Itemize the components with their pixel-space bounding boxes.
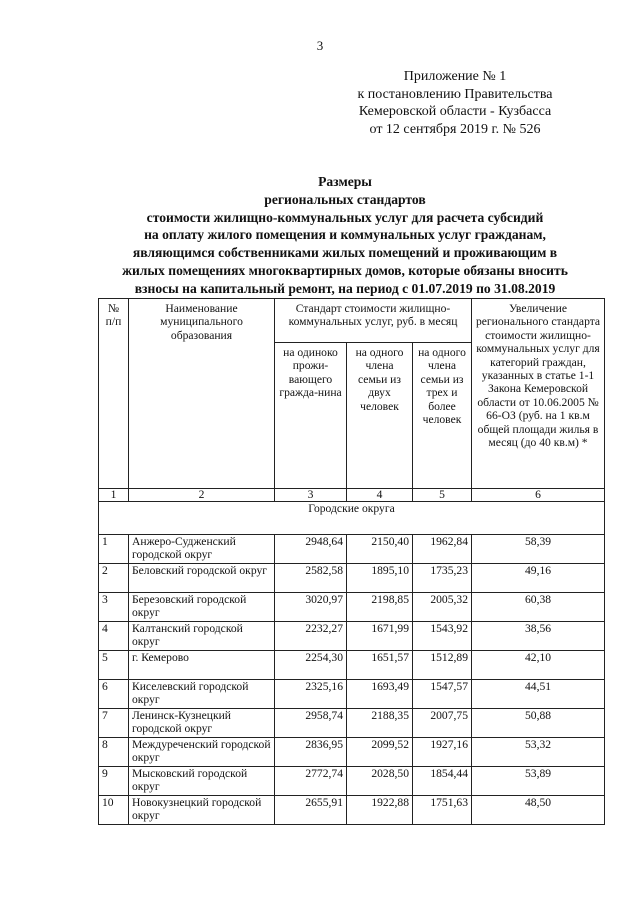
column-number: 1	[99, 489, 129, 502]
row-number: 4	[99, 622, 129, 651]
table-row	[99, 622, 605, 651]
table-row	[99, 651, 605, 680]
column-number: 6	[472, 489, 605, 502]
column-number: 5	[413, 489, 472, 502]
title-line: региональных стандартов	[264, 191, 426, 207]
column-number: 2	[129, 489, 275, 502]
section-title: Городские округа	[99, 502, 605, 535]
header-num: № п/п	[99, 299, 129, 489]
row-number: 9	[99, 767, 129, 796]
table-header-row	[99, 299, 605, 343]
value-single: 2232,27	[275, 622, 347, 651]
table-row	[99, 564, 605, 593]
title-line: стоимости жилищно-коммунальных услуг для расчета субсидий	[146, 209, 544, 225]
row-number: 7	[99, 709, 129, 738]
row-number: 8	[99, 738, 129, 767]
value-family-two: 1693,49	[347, 680, 413, 709]
value-single: 3020,97	[275, 593, 347, 622]
value-single: 2836,95	[275, 738, 347, 767]
header-family-two: на одного члена семьи из двух человек	[347, 343, 413, 489]
value-family-two: 2099,52	[347, 738, 413, 767]
value-family-three: 1751,63	[413, 796, 472, 825]
section-row	[99, 502, 605, 535]
table-row	[99, 680, 605, 709]
value-single: 2655,91	[275, 796, 347, 825]
value-single: 2254,30	[275, 651, 347, 680]
value-family-two: 1671,99	[347, 622, 413, 651]
municipality-name: Междуреченский городской округ	[129, 738, 275, 767]
row-number: 6	[99, 680, 129, 709]
title-line: Размеры	[318, 174, 372, 189]
value-increase: 60,38	[472, 593, 605, 622]
appendix-line: Приложение № 1	[403, 69, 507, 84]
value-family-two: 2150,40	[347, 535, 413, 564]
row-number: 2	[99, 564, 129, 593]
document-title	[80, 173, 610, 298]
municipality-name: Анжеро-Судженский городской округ	[129, 535, 275, 564]
value-family-three: 1735,23	[413, 564, 472, 593]
table-row	[99, 709, 605, 738]
value-family-three: 1854,44	[413, 767, 472, 796]
title-line: на оплату жилого помещения и коммунальных услуг гражданам,	[144, 227, 546, 243]
value-increase: 42,10	[472, 651, 605, 680]
appendix-line: Кемеровской области - Кузбасса	[358, 104, 552, 119]
value-family-two: 1922,88	[347, 796, 413, 825]
column-number: 4	[347, 489, 413, 502]
standards-table	[98, 298, 605, 825]
value-increase: 49,16	[472, 564, 605, 593]
value-single: 2958,74	[275, 709, 347, 738]
table-row	[99, 535, 605, 564]
header-standard: Стандарт стоимости жилищно-коммунальных услуг, руб. в месяц	[275, 299, 472, 343]
value-family-three: 1543,92	[413, 622, 472, 651]
table-row	[99, 738, 605, 767]
appendix-line: к постановлению Правительства	[357, 86, 553, 102]
column-number-row	[99, 489, 605, 502]
column-number: 3	[275, 489, 347, 502]
value-increase: 53,89	[472, 767, 605, 796]
value-family-two: 2028,50	[347, 767, 413, 796]
table-row	[99, 593, 605, 622]
value-increase: 50,88	[472, 709, 605, 738]
table-body	[99, 535, 605, 825]
municipality-name: г. Кемерово	[129, 651, 275, 680]
value-increase: 53,32	[472, 738, 605, 767]
value-family-three: 1962,84	[413, 535, 472, 564]
municipality-name: Беловский городской округ	[129, 564, 275, 593]
row-number: 10	[99, 796, 129, 825]
appendix-header	[330, 68, 580, 138]
table-row	[99, 796, 605, 825]
municipality-name: Березовский городской округ	[129, 593, 275, 622]
page-number: 3	[316, 38, 324, 53]
header-increase: Увеличение регионального стандарта стоимости жилищно-коммунальных услуг для категорий граждан, указанных в статье 1-1 Закона Кемеровской области от 10.06.2005 № 66-ОЗ (руб. на 1 кв.м общей площади жилья в месяц (до 40 кв.м) *	[472, 299, 605, 489]
row-number: 5	[99, 651, 129, 680]
title-line: жилых помещениях многоквартирных домов, которые обязаны вносить	[122, 262, 568, 278]
value-single: 2772,74	[275, 767, 347, 796]
row-number: 3	[99, 593, 129, 622]
header-family-three: на одного члена семьи из трех и более человек	[413, 343, 472, 489]
municipality-name: Калтанский городской округ	[129, 622, 275, 651]
value-family-three: 1927,16	[413, 738, 472, 767]
value-increase: 58,39	[472, 535, 605, 564]
value-family-two: 2198,85	[347, 593, 413, 622]
value-single: 2582,58	[275, 564, 347, 593]
table-row	[99, 767, 605, 796]
municipality-name: Новокузнецкий городской округ	[129, 796, 275, 825]
value-increase: 48,50	[472, 796, 605, 825]
appendix-line: от 12 сентября 2019 г. № 526	[369, 121, 541, 137]
municipality-name: Ленинск-Кузнецкий городской округ	[129, 709, 275, 738]
value-family-three: 1547,57	[413, 680, 472, 709]
value-family-three: 2005,32	[413, 593, 472, 622]
value-family-two: 1651,57	[347, 651, 413, 680]
value-family-three: 2007,75	[413, 709, 472, 738]
value-single: 2325,16	[275, 680, 347, 709]
header-name: Наименование муниципального образования	[129, 299, 275, 489]
value-family-three: 1512,89	[413, 651, 472, 680]
title-line: взносы на капитальный ремонт, на период с 01.07.2019 по 31.08.2019	[134, 280, 556, 296]
title-line: являющимся собственниками жилых помещений и проживающим в	[132, 245, 558, 261]
value-family-two: 1895,10	[347, 564, 413, 593]
value-increase: 38,56	[472, 622, 605, 651]
header-single: на одиноко прожи-вающего гражда-нина	[275, 343, 347, 489]
municipality-name: Мысковский городской округ	[129, 767, 275, 796]
value-family-two: 2188,35	[347, 709, 413, 738]
row-number: 1	[99, 535, 129, 564]
value-increase: 44,51	[472, 680, 605, 709]
municipality-name: Киселевский городской округ	[129, 680, 275, 709]
value-single: 2948,64	[275, 535, 347, 564]
